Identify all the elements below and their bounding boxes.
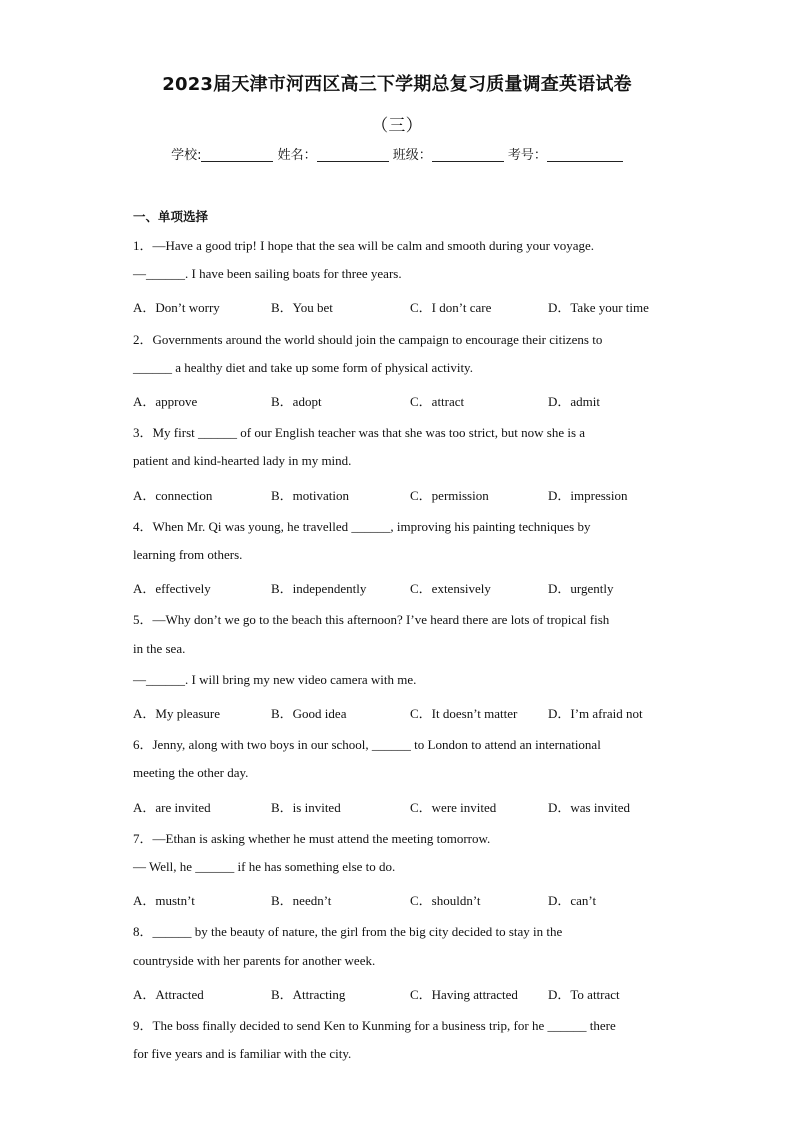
question-3-line-2: patient and kind-hearted lady in my mind. [133,453,352,469]
question-6-option-c[interactable]: C．were invited [410,799,497,815]
number-label: 考号： [507,148,547,163]
question-2-option-d[interactable]: D．admit [548,394,600,409]
question-8-option-a[interactable]: A．Attracted [133,986,204,1002]
number-blank[interactable] [547,147,623,162]
class-label: 班级： [392,148,432,163]
question-5-option-b[interactable]: B．Good idea [271,706,347,721]
question-5-line-2: in the sea. [133,640,186,656]
question-2-option-c[interactable]: C．attract [410,394,465,409]
question-7-option-b[interactable]: B．needn’t [271,893,332,909]
question-5-option-d[interactable]: D．I’m afraid not [548,706,643,721]
question-7-option-c[interactable]: C．shouldn’t [410,893,481,909]
question-3-line-1: 3．My first ______ of our English teacher was that she was too strict, but now she is a [133,425,586,441]
question-8-line-2: countryside with her parents for another week. [133,952,376,968]
question-2-option-b[interactable]: B．adopt [271,394,322,409]
question-4-line-1: 4．When Mr. Qi was young, he travelled ______, improving his painting techniques by [133,518,591,534]
question-2-line-1: 2．Governments around the world should join the campaign to encourage their citizens to [133,331,603,347]
question-9-line-1: 9．The boss finally decided to send Ken to Kunming for a business trip, for he ______ there [133,1018,616,1033]
question-3-option-b[interactable]: B．motivation [271,487,350,503]
question-5-line-1: 5．—Why don’t we go to the beach this afternoon? I’ve heard there are lots of tropical fish [133,612,610,628]
question-1-option-c[interactable]: C．I don’t care [410,300,492,316]
exam-subtitle: （三） [371,116,423,136]
question-5-line-3: —______. I will bring my new video camera with me. [133,671,417,687]
question-8-option-c[interactable]: C．Having attracted [410,986,518,1002]
question-3-option-d[interactable]: D．impression [548,487,628,503]
question-7-line-2: — Well, he ______ if he has something else to do. [133,859,396,874]
question-9-line-2: for five years and is familiar with the city. [133,1046,352,1062]
question-1-option-d[interactable]: D．Take your time [548,300,649,316]
question-6-line-1: 6．Jenny, along with two boys in our school, ______ to London to attend an international [133,737,601,753]
question-6-option-b[interactable]: B．is invited [271,799,341,815]
school-label: 学校: [171,148,202,163]
question-3-option-c[interactable]: C．permission [410,487,489,503]
question-4-line-2: learning from others. [133,547,243,562]
question-1-option-a[interactable]: A．Don’t worry [133,300,220,316]
question-4-option-d[interactable]: D．urgently [548,581,614,597]
question-8-option-b[interactable]: B．Attracting [271,986,346,1002]
question-6-option-a[interactable]: A．are invited [133,799,211,815]
question-1-option-b[interactable]: B．You bet [271,300,333,316]
question-6-line-2: meeting the other day. [133,765,249,781]
exam-title: 2023届天津市河西区高三下学期总复习质量调查英语试卷 [162,74,632,95]
name-blank[interactable] [317,147,389,162]
question-4-option-c[interactable]: C．extensively [410,581,491,597]
question-2-line-2: ______ a healthy diet and take up some form of physical activity. [133,359,473,375]
section-title: 一、单项选择 [133,209,209,224]
school-blank[interactable] [201,147,273,162]
question-3-option-a[interactable]: A．connection [133,487,213,503]
question-1-line-2: —______. I have been sailing boats for three years. [133,266,402,282]
question-8-option-d[interactable]: D．To attract [548,986,620,1002]
question-7-option-d[interactable]: D．can’t [548,893,597,909]
question-4-option-b[interactable]: B．independently [271,581,367,597]
class-blank[interactable] [432,147,504,162]
question-1-line-1: 1．—Have a good trip! I hope that the sea will be calm and smooth during your voyage. [133,238,595,253]
question-7-line-1: 7．—Ethan is asking whether he must attend the meeting tomorrow. [133,830,491,846]
question-5-option-a[interactable]: A．My pleasure [133,706,221,721]
question-8-line-1: 8．______ by the beauty of nature, the girl from the big city decided to stay in the [133,924,563,940]
question-6-option-d[interactable]: D．was invited [548,799,630,815]
question-2-option-a[interactable]: A．approve [133,394,198,409]
question-5-option-c[interactable]: C．It doesn’t matter [410,706,518,721]
name-label: 姓名： [277,148,317,163]
question-7-option-a[interactable]: A．mustn’t [133,893,195,909]
question-4-option-a[interactable]: A．effectively [133,581,211,597]
student-info-row [0,144,794,163]
